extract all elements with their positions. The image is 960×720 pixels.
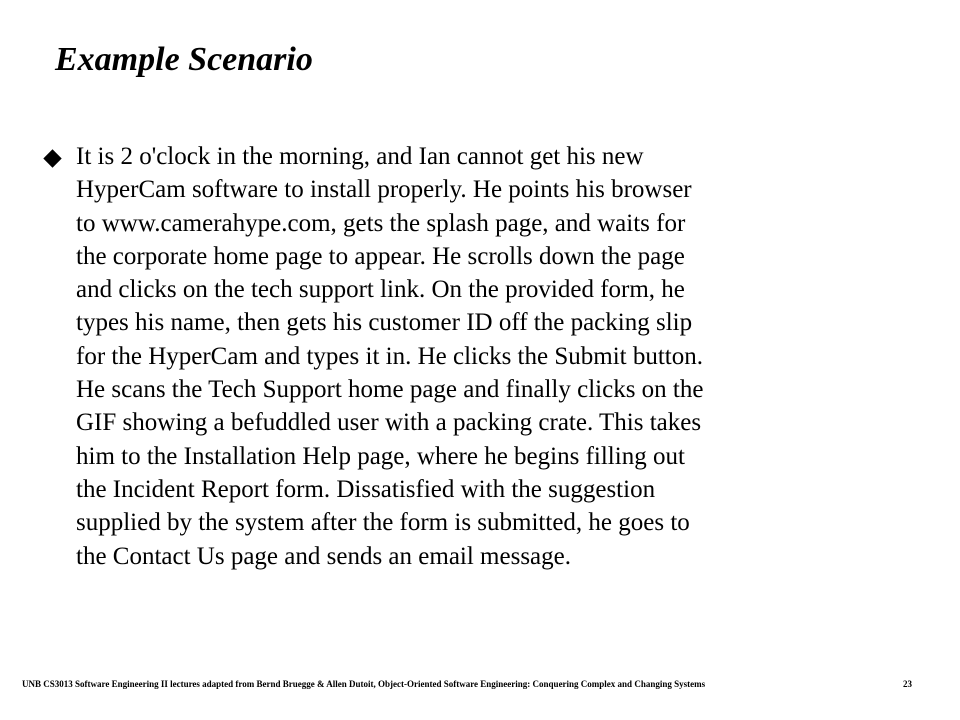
- bullet-line: the corporate home page to appear. He scrolls down the page: [76, 242, 685, 270]
- bullet-line: the Contact Us page and sends an email message.: [76, 542, 571, 570]
- bullet-line: He scans the Tech Support home page and finally clicks on the: [76, 376, 704, 404]
- bullet-line: supplied by the system after the form is submitted, he goes to: [76, 509, 690, 537]
- bullet-line: the Incident Report form. Dissatisfied with the suggestion: [76, 475, 656, 503]
- bullet-line: to www.camerahype.com, gets the splash page, and waits for: [76, 209, 686, 237]
- footer-credit-text: UNB CS3013 Software Engineering II lectures adapted from Bernd Bruegge & Allen Dutoit, Object-Oriented Software Engineering: Conquering Complex and Changing Systems: [22, 679, 706, 689]
- bullet-line: for the HyperCam and types it in. He clicks the Submit button.: [76, 342, 703, 370]
- bullet-line: GIF showing a befuddled user with a packing crate. This takes: [76, 409, 702, 437]
- bullet-line: and clicks on the tech support link. On the provided form, he: [76, 276, 685, 304]
- bullet-line: HyperCam software to install properly. He points his browser: [76, 176, 692, 204]
- bullet-line: him to the Installation Help page, where he begins filling out: [76, 442, 685, 470]
- bullet-line: types his name, then gets his customer ID off the packing slip: [76, 309, 693, 337]
- diamond-bullet-icon: [43, 149, 61, 167]
- bullet-line: It is 2 o'clock in the morning, and Ian cannot get his new: [76, 143, 644, 170]
- bullet-text: [76, 140, 906, 573]
- slide-title: Example Scenario: [55, 41, 313, 78]
- page-number: 23: [903, 679, 912, 689]
